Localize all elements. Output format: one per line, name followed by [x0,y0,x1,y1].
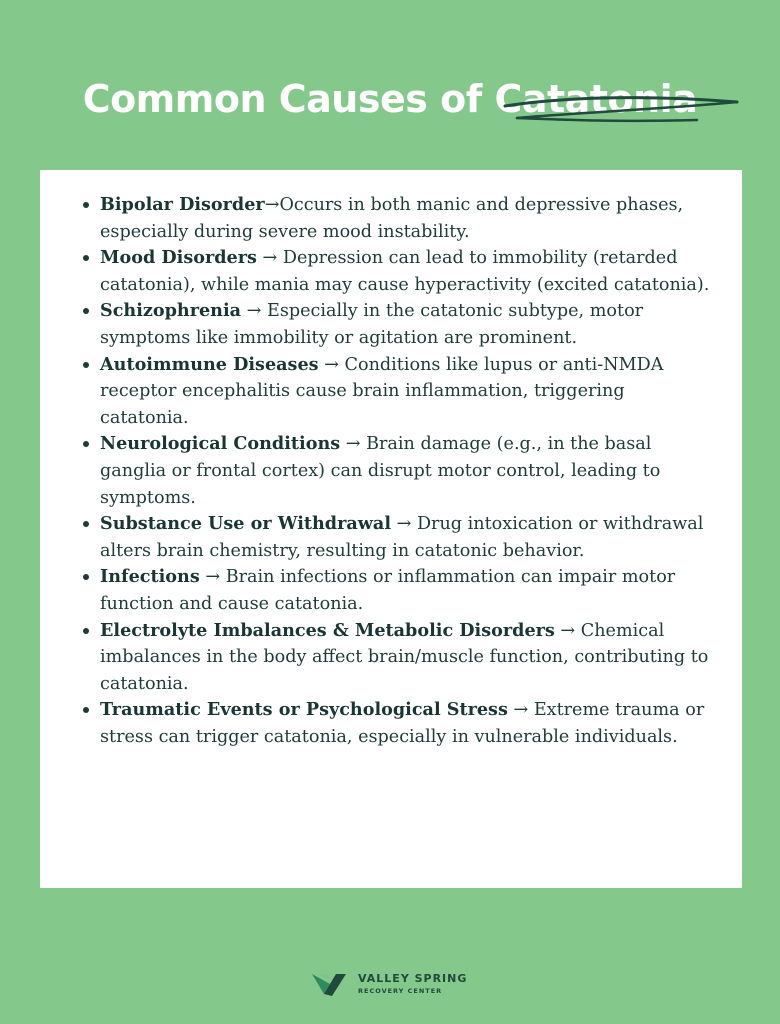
causes-list [40,170,742,750]
cause-term: Schizophrenia [100,300,242,322]
cause-item [100,618,716,698]
title-prefix: Common Causes of [82,77,495,122]
cause-item [100,245,716,298]
valley-spring-logo-icon [310,970,348,998]
arrow-icon: → [318,354,345,375]
cause-description: Drug intoxication or withdrawal alters brain chemistry, resulting in catatonic behavior. [100,514,704,561]
cause-term: Electrolyte Imbalances & Metabolic Disorders [100,619,555,641]
cause-description: Extreme trauma or stress can trigger catatonia, especially in vulnerable individuals. [100,700,705,747]
cause-description: Conditions like lupus or anti-NMDA receptor encephalitis cause brain inflammation, triggering catatonia. [100,354,664,428]
cause-description: Depression can lead to immobility (retarded catatonia), while mania may cause hyperactivity (excited catatonia). [100,248,710,295]
cause-description: Occurs in both manic and depressive phases, especially during severe mood instability. [100,195,684,242]
arrow-icon: → [256,248,283,269]
cause-term: Substance Use or Withdrawal [100,513,392,535]
arrow-icon: → [391,514,417,535]
arrow-icon: → [264,195,280,215]
cause-item [100,431,716,511]
arrow-icon: → [340,434,367,455]
cause-term: Traumatic Events or Psychological Stress [100,699,508,721]
cause-item [100,511,716,564]
cause-term: Mood Disorders [100,247,257,269]
underline-swoosh-icon [497,84,745,132]
cause-description: Chemical imbalances in the body affect brain/muscle function, contributing to catatonia. [100,620,709,694]
logo-name: VALLEY SPRING [358,972,468,985]
arrow-icon: → [554,620,581,641]
arrow-icon: → [241,301,267,322]
cause-description: Especially in the catatonic subtype, motor symptoms like immobility or agitation are prominent. [100,301,644,348]
cause-term: Bipolar Disorder [100,194,265,215]
cause-term: Infections [100,566,200,588]
cause-description: Brain infections or inflammation can impair motor function and cause catatonia. [100,567,676,614]
title-highlight: Catatonia [494,77,698,122]
cause-item [100,564,716,617]
cause-description: Brain damage (e.g., in the basal ganglia or frontal cortex) can disrupt motor control, leading to symptoms. [100,434,661,508]
cause-item [100,192,716,245]
logo-subtitle: RECOVERY CENTER [358,987,443,995]
cause-item [100,352,716,432]
cause-term: Neurological Conditions [100,433,341,455]
cause-term: Autoimmune Diseases [100,353,319,375]
cause-item [100,298,716,351]
arrow-icon: → [199,567,226,588]
causes-card [40,170,742,888]
cause-item [100,697,716,750]
arrow-icon: → [507,700,534,721]
logo [310,970,480,1000]
